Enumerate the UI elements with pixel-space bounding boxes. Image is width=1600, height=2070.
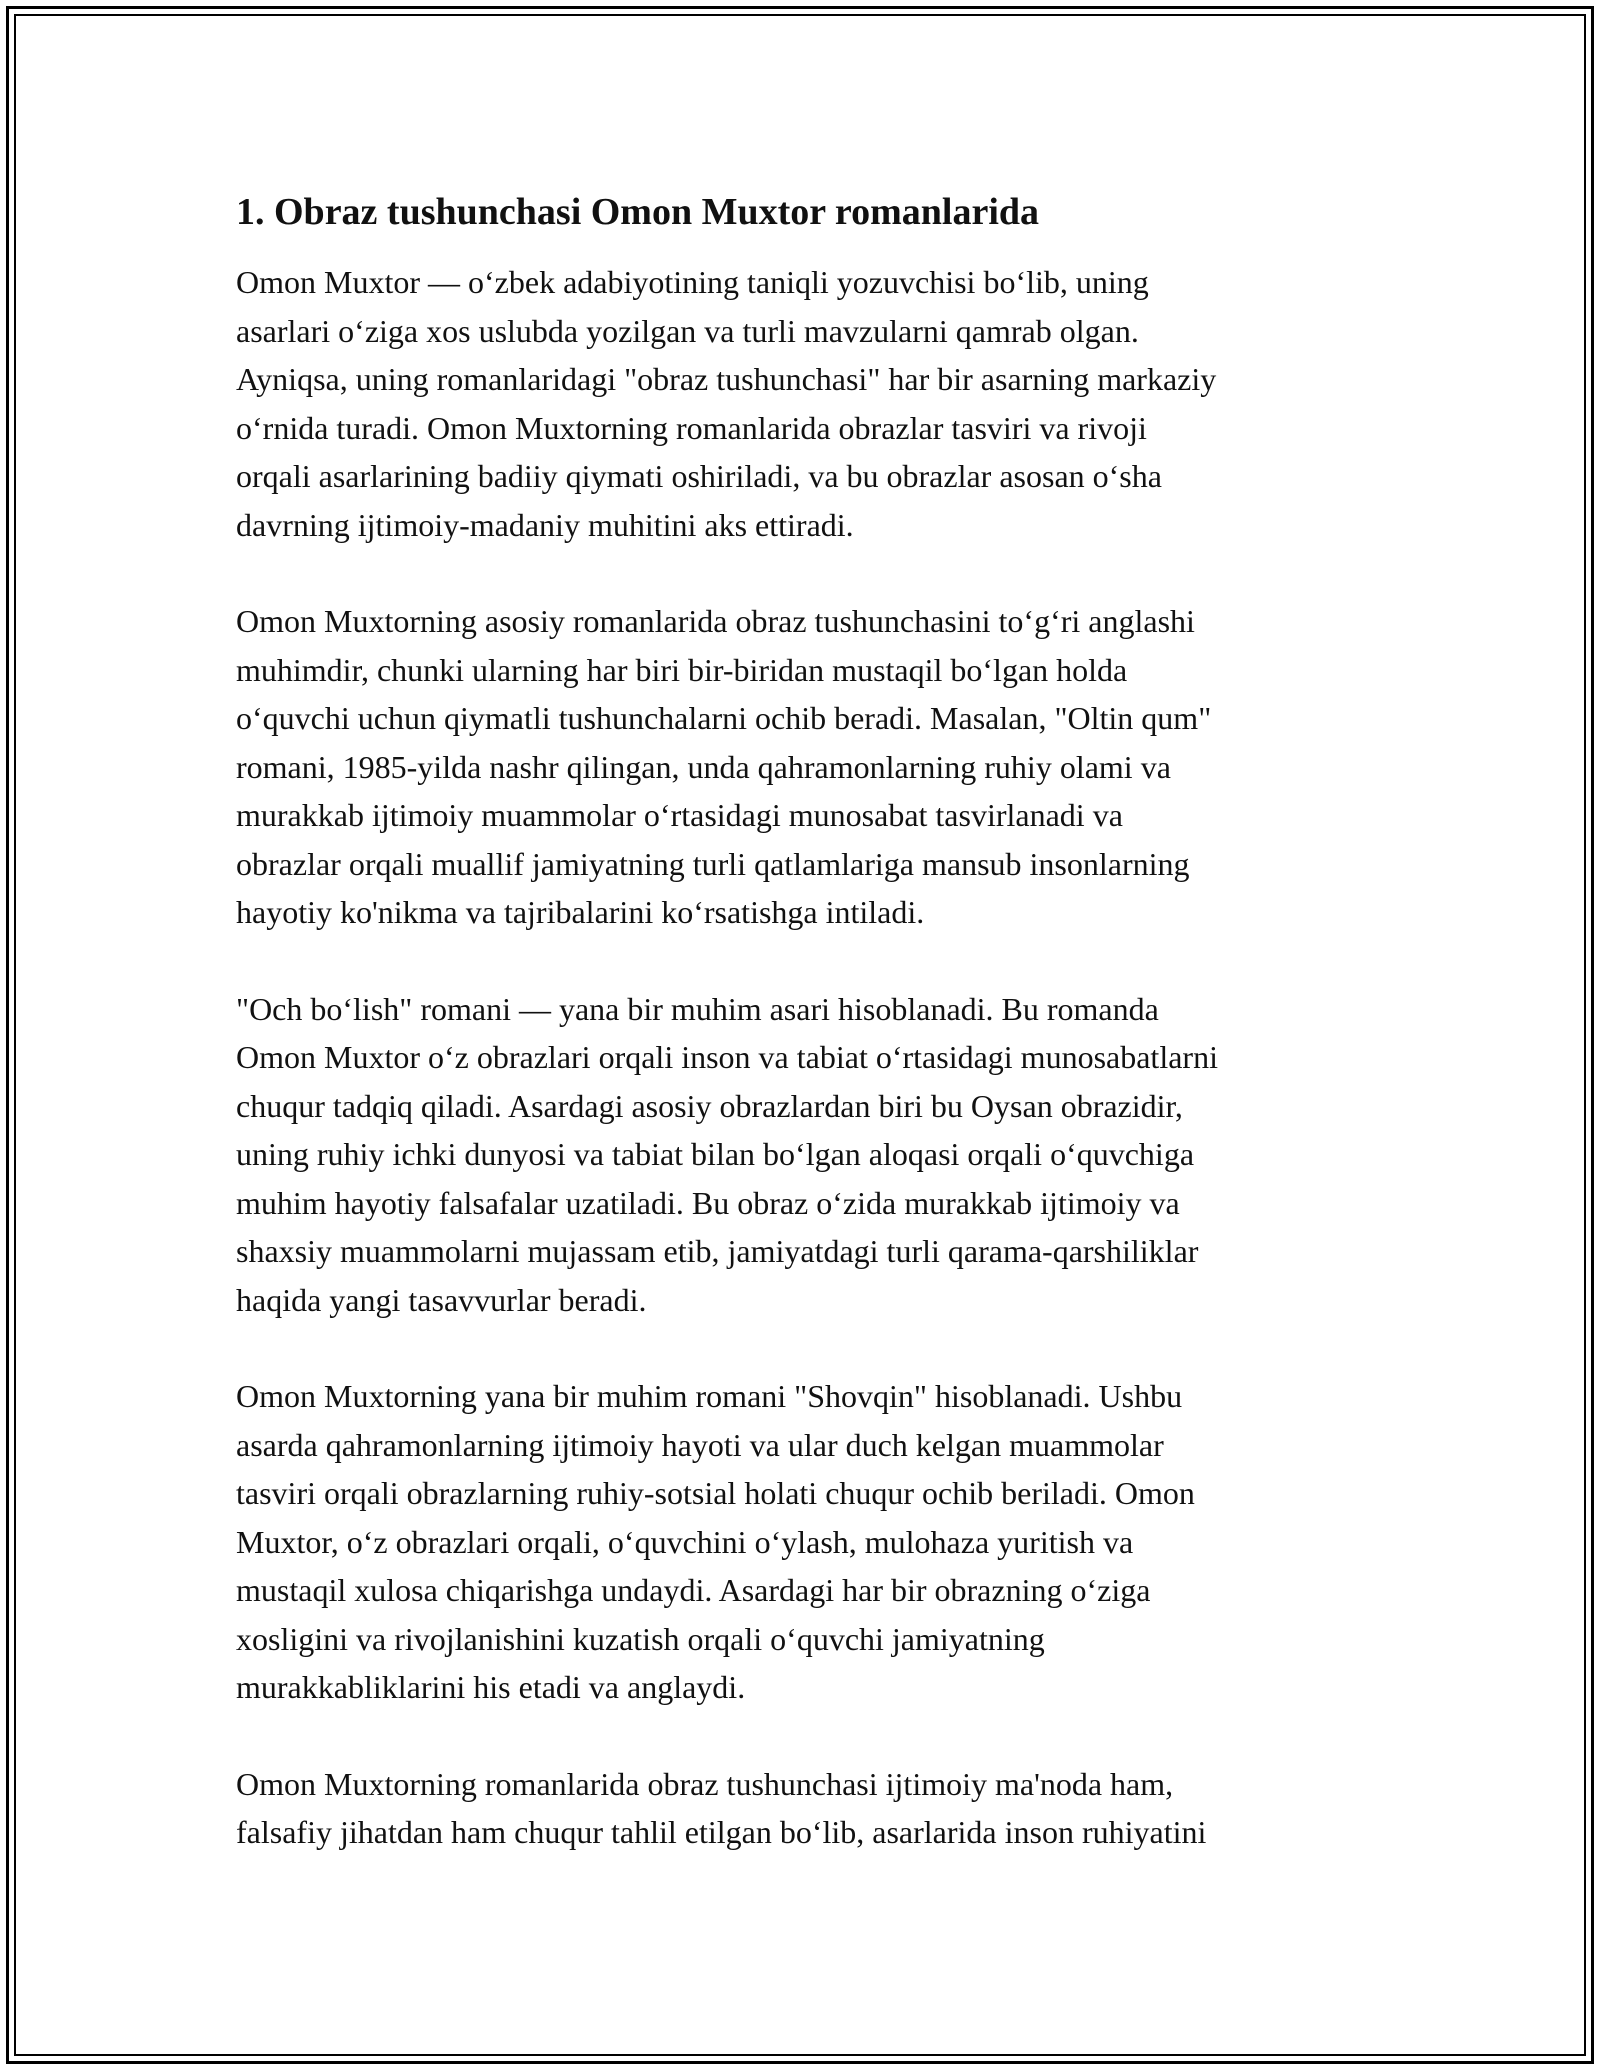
text-line: Ayniqsa, uning romanlaridagi "obraz tushunchasi" har bir asarning markaziy [236, 361, 1217, 397]
text-line: shaxsiy muammolarni mujassam etib, jamiyatdagi turli qarama-qarshiliklar [236, 1233, 1199, 1269]
text-line: Omon Muxtorning asosiy romanlarida obraz tushunchasini toʻgʻri anglashi [236, 603, 1195, 639]
text-line: oʻquvchi uchun qiymatli tushunchalarni ochib beradi. Masalan, "Oltin qum" [236, 700, 1212, 736]
text-line: "Och boʻlish" romani — yana bir muhim asari hisoblanadi. Bu romanda [236, 990, 1159, 1027]
text-line: chuqur tadqiq qiladi. Asardagi asosiy obrazlardan biri bu Oysan obrazidir, [236, 1087, 1183, 1124]
paragraph-5 [236, 1760, 1376, 1857]
text-line: xosligini va rivojlanishini kuzatish orqali oʻquvchi jamiyatning [236, 1620, 1045, 1657]
text-line: orqali asarlarining badiiy qiymati oshiriladi, va bu obrazlar asosan oʻsha [236, 458, 1162, 494]
text-line: romani, 1985-yilda nashr qilingan, unda qahramonlarning ruhiy olami va [236, 748, 1171, 785]
text-line: murakkab ijtimoiy muammolar oʻrtasidagi munosabat tasvirlanadi va [236, 797, 1123, 833]
text-line: asarda qahramonlarning ijtimoiy hayoti va ular duch kelgan muammolar [236, 1426, 1164, 1463]
paragraph-4 [236, 1372, 1376, 1712]
document-body [236, 188, 1376, 1905]
text-line: muhimdir, chunki ularning har biri bir-biridan mustaqil boʻlgan holda [236, 651, 1128, 688]
text-line: Muxtor, oʻz obrazlari orqali, oʻquvchini oʻylash, mulohaza yuritish va [236, 1523, 1134, 1560]
text-line: Omon Muxtorning romanlarida obraz tushunchasi ijtimoiy ma'noda ham, [236, 1765, 1174, 1802]
text-line: davrning ijtimoiy-madaniy muhitini aks ettiradi. [236, 506, 854, 543]
text-line: mustaqil xulosa chiqarishga undaydi. Asardagi har bir obrazning oʻziga [236, 1572, 1151, 1608]
text-line: oʻrnida turadi. Omon Muxtorning romanlarida obrazlar tasviri va rivoji [236, 409, 1147, 446]
text-line: uning ruhiy ichki dunyosi va tabiat bilan boʻlgan aloqasi orqali oʻquvchiga [236, 1136, 1195, 1172]
text-line: haqida yangi tasavvurlar beradi. [236, 1281, 647, 1318]
text-line: obrazlar orqali muallif jamiyatning turli qatlamlariga mansub insonlarning [236, 845, 1190, 882]
paragraph-3 [236, 985, 1376, 1325]
paragraph-1 [236, 258, 1376, 549]
text-line: falsafiy jihatdan ham chuqur tahlil etilgan boʻlib, asarlarida inson ruhiyatini [236, 1814, 1207, 1850]
text-line: Omon Muxtorning yana bir muhim romani "Shovqin" hisoblanadi. Ushbu [236, 1378, 1183, 1414]
text-line: muhim hayotiy falsafalar uzatiladi. Bu obraz oʻzida murakkab ijtimoiy va [236, 1184, 1180, 1221]
text-line: tasviri orqali obrazlarning ruhiy-sotsial holati chuqur ochib beriladi. Omon [236, 1475, 1195, 1511]
text-line: hayotiy ko'nikma va tajribalarini koʻrsatishga intiladi. [236, 894, 925, 930]
text-line: Omon Muxtor oʻz obrazlari orqali inson va tabiat oʻrtasidagi munosabatlarni [236, 1039, 1218, 1075]
section-heading: 1. Obraz tushunchasi Omon Muxtor romanlarida [236, 191, 1040, 233]
text-line: murakkabliklarini his etadi va anglaydi. [236, 1669, 746, 1705]
text-line: Omon Muxtor — oʻzbek adabiyotining taniqli yozuvchisi boʻlib, uning [236, 264, 1149, 300]
paragraph-2 [236, 597, 1376, 937]
text-line: asarlari oʻziga xos uslubda yozilgan va turli mavzularni qamrab olgan. [236, 312, 1139, 349]
